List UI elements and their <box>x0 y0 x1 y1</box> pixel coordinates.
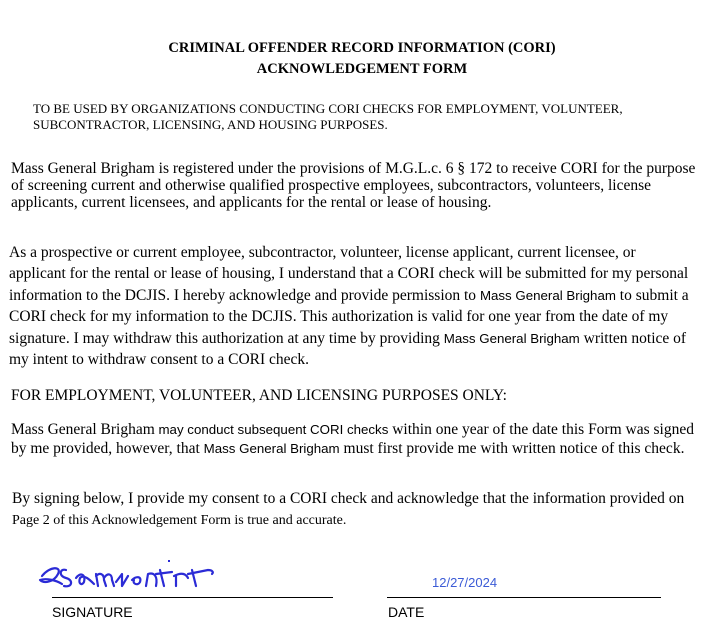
purpose-line1: TO BE USED BY ORGANIZATIONS CONDUCTING CORI CHECKS FOR EMPLOYMENT, VOLUNTEER, <box>33 101 623 116</box>
purpose-line2: SUBCONTRACTOR, LICENSING, AND HOUSING PURPOSES. <box>33 117 388 132</box>
signature-dot <box>168 560 170 562</box>
consent-line5: signature. I may withdraw this authorization at any time by providing Mass General Brigham written notice of <box>9 330 687 347</box>
consent-line1: As a prospective or current employee, subcontractor, volunteer, license applicant, current licensee, or <box>9 244 636 261</box>
registration-line1: Mass General Brigham is registered under the provisions of M.G.L.c. 6 § 172 to receive CORI for the purpose <box>11 160 696 177</box>
organization-name: Mass General Brigham <box>479 288 616 303</box>
consent-line6: my intent to withdraw consent to a CORI check. <box>9 351 310 368</box>
subsequent-line1: Mass General Brigham may conduct subsequent CORI checks within one year of the date this Form was signed <box>11 421 694 438</box>
registration-line3: applicants, current licensees, and applicants for the rental or lease of housing. <box>11 194 492 211</box>
organization-name: Mass General Brigham <box>443 331 580 346</box>
registration-line2: of screening current and otherwise qualified prospective employees, subcontractors, volunteers, license <box>11 177 652 194</box>
signature-line <box>52 597 333 598</box>
consent-line3: information to the DCJIS. I hereby acknowledge and provide permission to Mass General Brigham to submit a <box>9 287 689 304</box>
organization-name: Mass General Brigham <box>203 441 340 456</box>
date-value[interactable]: 12/27/2024 <box>432 575 498 590</box>
signing-line1: By signing below, I provide my consent to a CORI check and acknowledge that the information provided on <box>12 490 685 507</box>
handwritten-signature <box>36 556 246 600</box>
date-label: DATE <box>388 604 425 620</box>
form-title-line1: CRIMINAL OFFENDER RECORD INFORMATION (CORI) <box>168 40 556 56</box>
consent-line4: CORI check for my information to the DCJIS. This authorization is valid for one year from the date of my <box>9 308 669 325</box>
signing-line2: Page 2 of this Acknowledgement Form is true and accurate. <box>12 513 347 528</box>
subsequent-line2: by me provided, however, that Mass General Brigham must first provide me with written notice of this check. <box>11 440 685 457</box>
signature-label: SIGNATURE <box>52 604 133 620</box>
consent-line2: applicant for the rental or lease of housing, I understand that a CORI check will be submitted for my personal <box>9 265 689 282</box>
employment-heading: FOR EMPLOYMENT, VOLUNTEER, AND LICENSING PURPOSES ONLY: <box>11 387 507 404</box>
form-title-line2: ACKNOWLEDGEMENT FORM <box>256 61 468 77</box>
date-line <box>387 597 661 598</box>
